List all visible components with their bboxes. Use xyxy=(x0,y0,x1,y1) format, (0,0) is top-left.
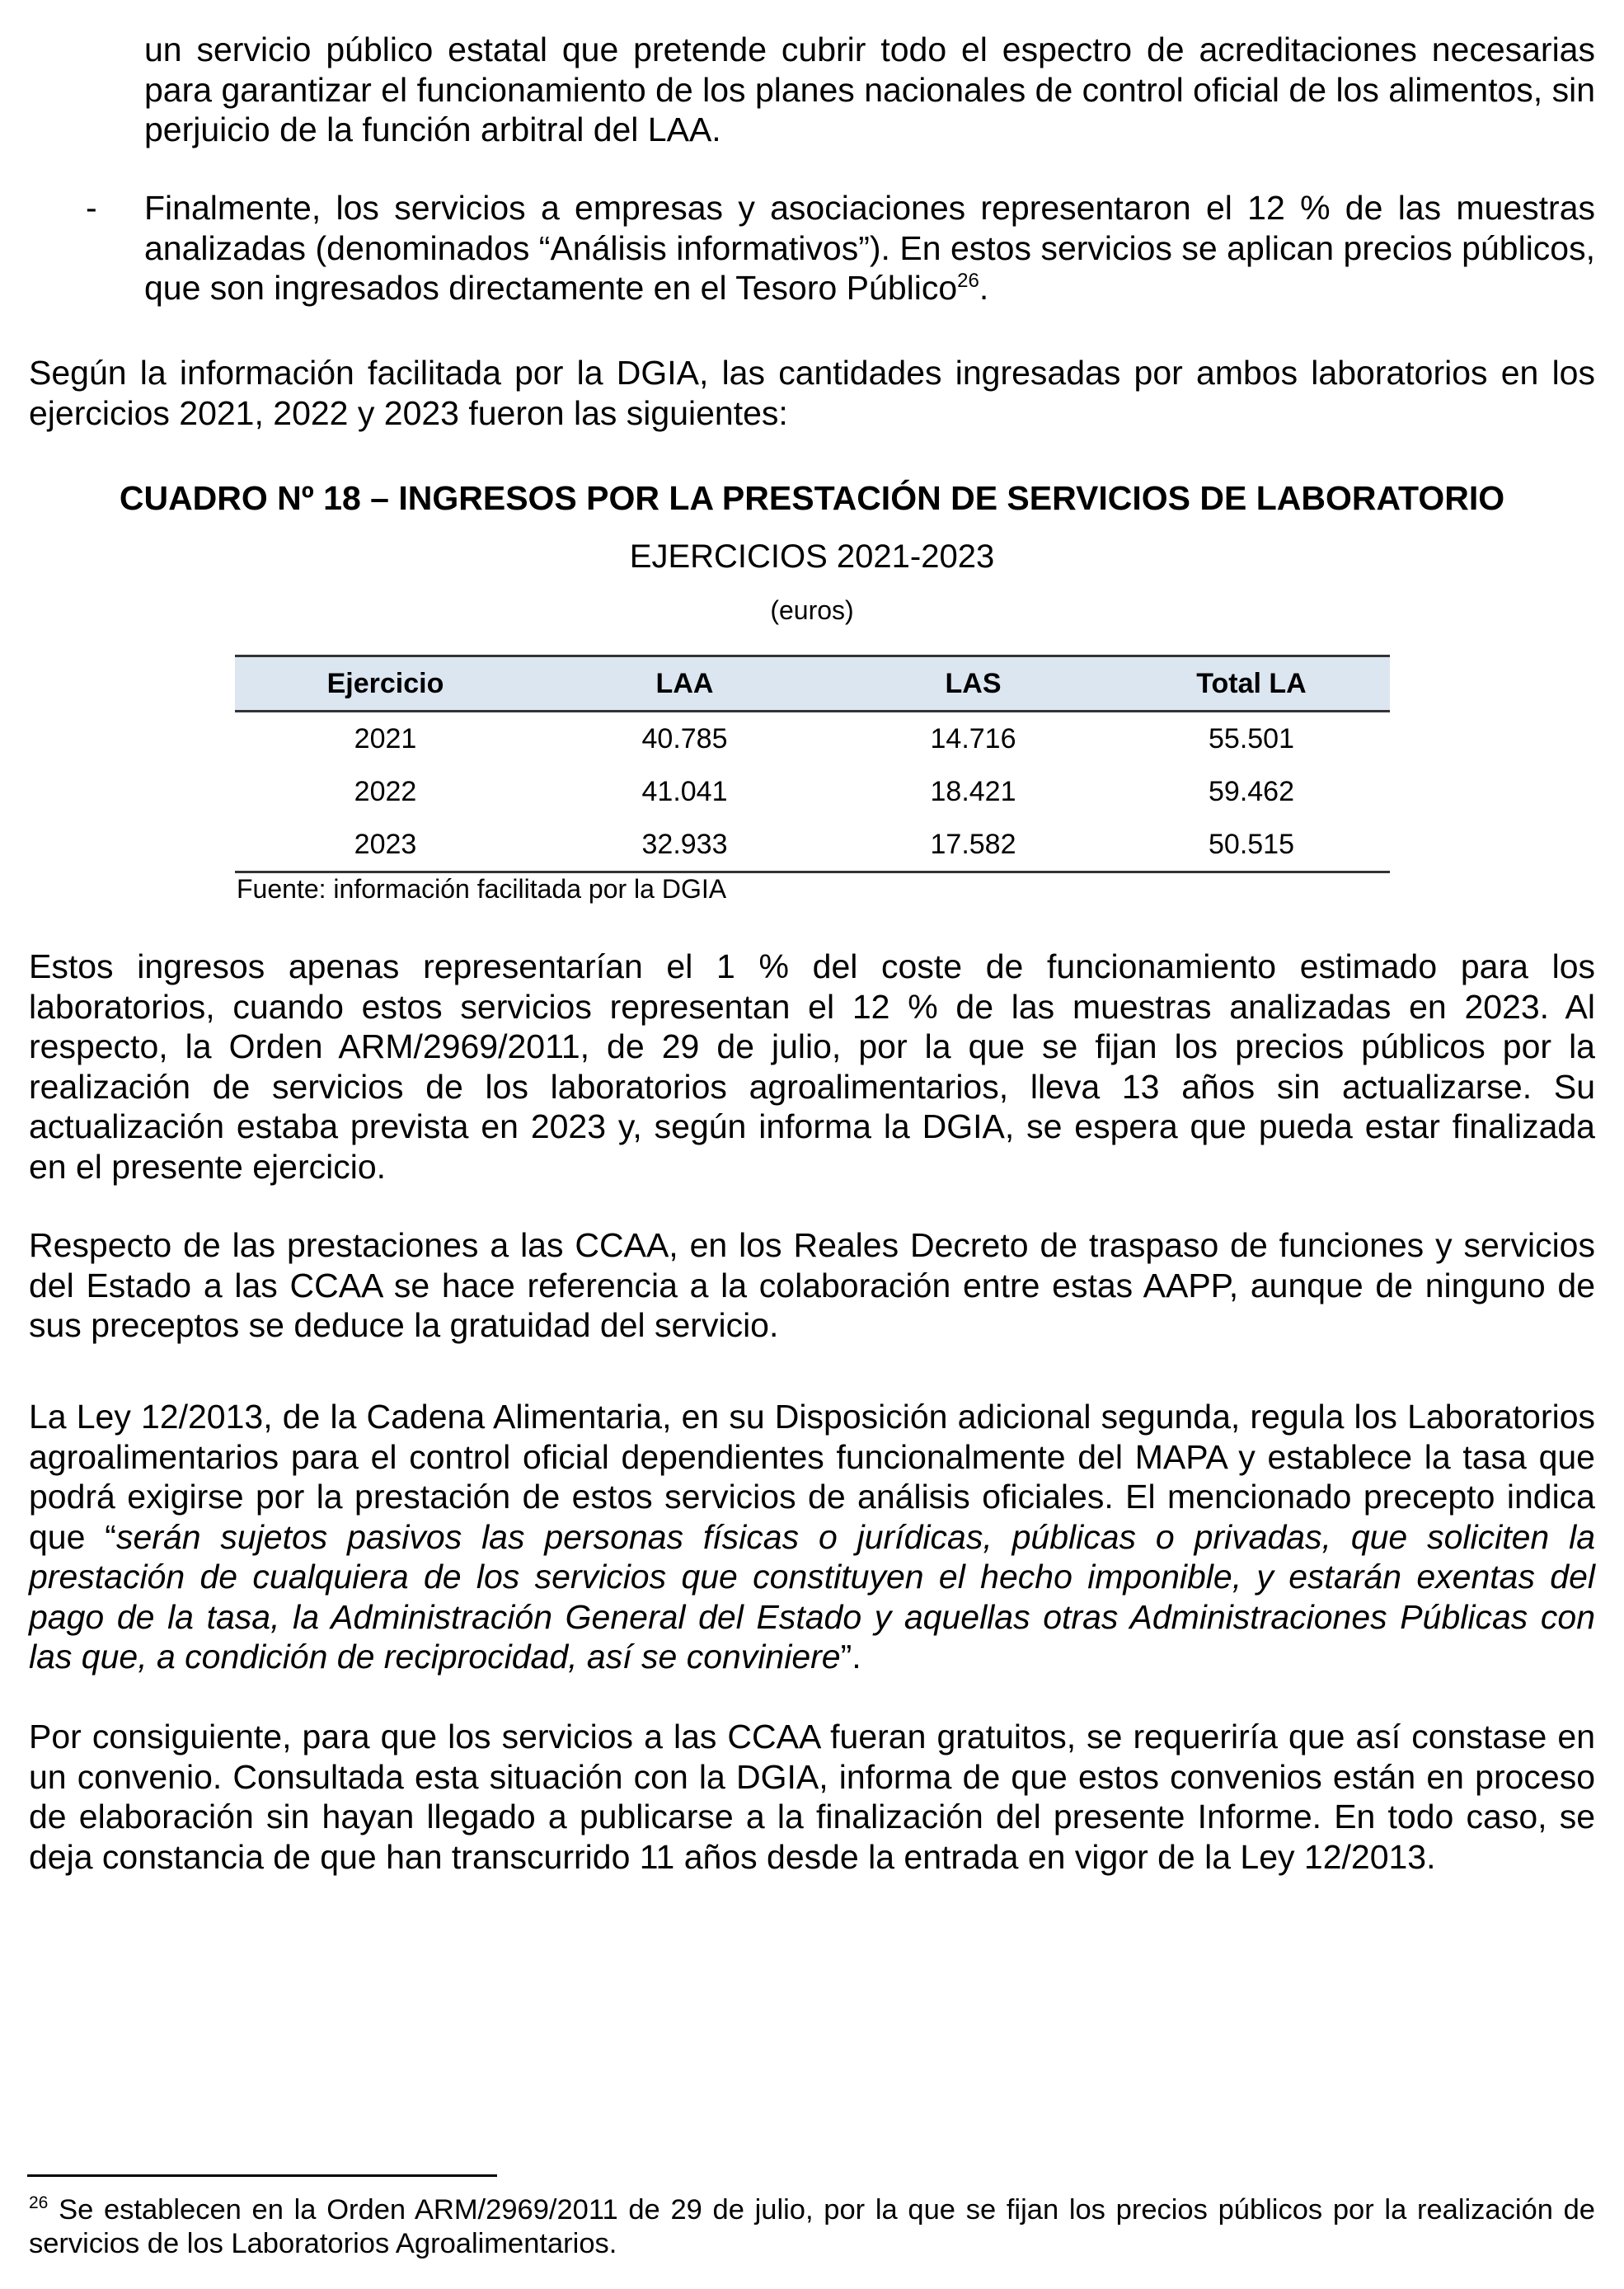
table-source: Fuente: información facilitada por la DGIA xyxy=(237,874,727,904)
table-row xyxy=(235,818,1390,872)
ley-paragraph xyxy=(29,1397,1595,1677)
ley-quote: serán sujetos pasivos las personas físicas o jurídicas, públicas o privadas, que soliciten la prestación de cualquiera de los servicios que constituyen el hecho imponible, y estarán exentas del pago de la tasa, la Administración General del Estado y aquellas otras Administraciones Públicas con las que, a condición de reciprocidad, así se conviniere xyxy=(29,1517,1596,1676)
ley-text-after: ”. xyxy=(840,1638,861,1676)
cell-laa: 40.785 xyxy=(641,722,728,754)
cell-year: 2023 xyxy=(235,818,536,872)
table-subtitle: EJERCICIOS 2021-2023 xyxy=(629,538,995,575)
cell-laa: 32.933 xyxy=(536,818,833,872)
ccaa-paragraph: Respecto de las prestaciones a las CCAA, en los Reales Decreto de traspaso de funciones y servicios del Estado a las CCAA se hace referencia a la colaboración entre estas AAPP, aunque de ninguno de sus preceptos se deduce la gratuidad del servicio. xyxy=(29,1226,1595,1344)
cell-year: 2022 xyxy=(354,775,417,807)
cell-year: 2021 xyxy=(354,722,417,754)
ley-text-before: La Ley 12/2013, de la Cadena Alimentaria, en su Disposición adicional segunda, regula los Laboratorios agroalimentarios para el control oficial dependientes funcionalmente del MAPA y establece la tasa que podrá exigirse por la prestación de estos servicios de análisis oficiales. El mencionado precepto indica que “ xyxy=(29,1398,1595,1556)
column-header-las: LAS xyxy=(833,656,1113,712)
cell-total: 50.515 xyxy=(1113,818,1390,872)
cell-laa: 41.041 xyxy=(641,775,728,807)
column-header-ejercicio: Ejercicio xyxy=(235,656,536,712)
bullet-item-text: Finalmente, los servicios a empresas y asociaciones representaron el 12 % de las muestras analizadas (denominados “Análisis informativos”). En estos servicios se aplican precios públicos, que son ingresados directamente en el Tesoro Público xyxy=(144,189,1595,307)
costs-paragraph: Estos ingresos apenas representarían el 1 % del coste de funcionamiento estimado para los laboratorios, cuando estos servicios representan el 12 % de las muestras analizadas en 2023. Al respecto, la Orden ARM/2969/2011, de 29 de julio, por la que se fijan los precios públicos por la realización de servicios de los laboratorios agroalimentarios, lleva 13 años sin actualizarse. Su actualización estaba prevista en 2023 y, según informa la DGIA, se espera que pueda estar finalizada en el presente ejercicio. xyxy=(29,947,1595,1186)
footnote-reference[interactable]: 26 xyxy=(957,270,979,292)
bullet-marker: - xyxy=(86,189,97,227)
table-row xyxy=(235,765,1390,818)
intro-paragraph: Según la información facilitada por la DGIA, las cantidades ingresadas por ambos laboratorios en los ejercicios 2021, 2022 y 2023 fueron las siguientes: xyxy=(29,354,1595,432)
cell-total: 59.462 xyxy=(1209,775,1294,807)
footnote-separator xyxy=(27,2174,497,2177)
bullet-continuation-paragraph: un servicio público estatal que pretende cubrir todo el espectro de acreditaciones necesarias para garantizar el funcionamiento de los planes nacionales de control oficial de los alimentos, sin perjuicio de la función arbitral del LAA. xyxy=(144,31,1595,148)
bullet-item-text-end: . xyxy=(979,269,989,307)
cell-las: 18.421 xyxy=(930,775,1016,807)
table-header-row xyxy=(235,656,1390,712)
cell-las: 17.582 xyxy=(833,818,1113,872)
footnote-number: 26 xyxy=(29,2193,49,2212)
cell-las: 14.716 xyxy=(930,722,1016,754)
table-title: CUADRO Nº 18 – INGRESOS POR LA PRESTACIÓN DE SERVICIOS DE LABORATORIO xyxy=(119,479,1505,517)
table-unit: (euros) xyxy=(770,595,854,625)
bullet-item-paragraph xyxy=(144,188,1595,308)
cell-total: 55.501 xyxy=(1209,722,1294,754)
column-header-laa: LAA xyxy=(536,656,833,712)
column-header-total-la: Total LA xyxy=(1113,656,1390,712)
income-table xyxy=(235,655,1390,873)
footnote xyxy=(29,2193,1595,2261)
footnote-text: Se establecen en la Orden ARM/2969/2011 de 29 de julio, por la que se fijan los precios públicos por la realización de servicios de los Laboratorios Agroalimentarios. xyxy=(29,2194,1595,2259)
table-row xyxy=(235,712,1390,766)
conclusion-paragraph: Por consiguiente, para que los servicios a las CCAA fueran gratuitos, se requeriría que así constase en un convenio. Consultada esta situación con la DGIA, informa de que estos convenios están en proceso de elaboración sin hayan llegado a publicarse a la finalización del presente Informe. En todo caso, se deja constancia de que han transcurrido 11 años desde la entrada en vigor de la Ley 12/2013. xyxy=(29,1718,1595,1876)
